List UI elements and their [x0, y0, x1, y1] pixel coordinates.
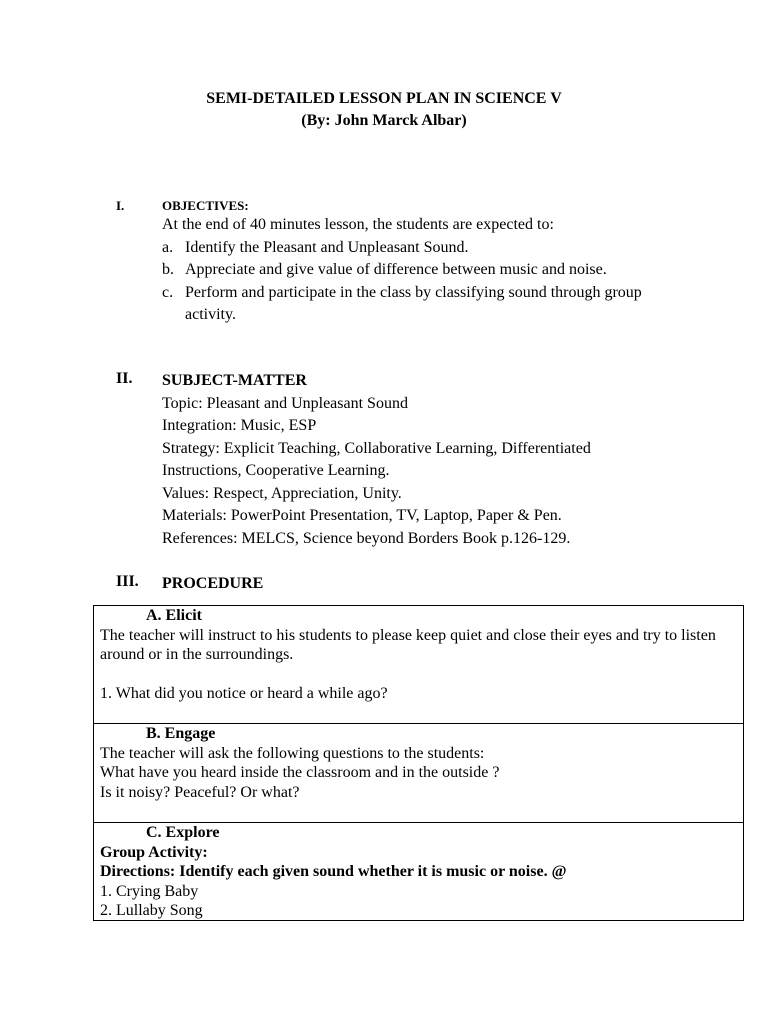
values-line: Values: Respect, Appreciation, Unity.	[162, 484, 402, 502]
elicit-text: The teacher will instruct to his students to please keep quiet and close their eyes and try to listen around or in the surroundings.	[100, 626, 716, 663]
engage-line-2: What have you heard inside the classroom and in the outside ?	[100, 764, 500, 781]
objectives-number: I.	[116, 198, 125, 213]
objective-item: b. Appreciate and give value of difference between music and noise.	[162, 261, 607, 278]
topic-line: Topic: Pleasant and Unpleasant Sound	[162, 394, 408, 412]
references-line: References: MELCS, Science beyond Borders Book p.126-129.	[162, 529, 571, 547]
title-line-1: SEMI-DETAILED LESSON PLAN IN SCIENCE V	[206, 90, 562, 107]
procedure-number: III.	[116, 573, 139, 590]
engage-cell	[94, 724, 743, 823]
subject-matter-number: II.	[116, 370, 133, 387]
objective-item: a. Identify the Pleasant and Unpleasant Sound.	[162, 238, 469, 256]
explore-item-1: 1. Crying Baby	[100, 882, 199, 900]
subject-matter-heading: SUBJECT-MATTER	[162, 372, 307, 389]
materials-line: Materials: PowerPoint Presentation, TV, Laptop, Paper & Pen.	[162, 507, 562, 524]
elicit-cell	[94, 606, 743, 724]
title-line-2: (By: John Marck Albar)	[301, 112, 467, 129]
procedure-heading: PROCEDURE	[162, 575, 264, 592]
objectives-intro: At the end of 40 minutes lesson, the students are expected to:	[162, 216, 554, 233]
group-activity-label: Group Activity:	[100, 843, 208, 861]
document-title	[0, 88, 768, 132]
objectives-heading: OBJECTIVES:	[162, 198, 249, 213]
elicit-question: 1. What did you notice or heard a while ago?	[100, 684, 388, 702]
engage-line-3: Is it noisy? Peaceful? Or what?	[100, 783, 300, 801]
objectives-body	[162, 214, 685, 327]
engage-title: B. Engage	[146, 725, 216, 742]
engage-line-1: The teacher will ask the following questions to the students:	[100, 744, 485, 762]
procedure-table	[93, 605, 744, 921]
explore-item-2: 2. Lullaby Song	[100, 902, 203, 919]
strategy-line: Strategy: Explicit Teaching, Collaborative Learning, Differentiated Instructions, Cooperative Learning.	[162, 439, 591, 479]
explore-cell	[94, 823, 743, 920]
explore-directions: Directions: Identify each given sound whether it is music or noise. @	[100, 863, 567, 880]
elicit-title: A. Elicit	[146, 607, 202, 624]
objective-item: c. Perform and participate in the class by classifying sound through group activity.	[162, 283, 642, 323]
integration-line: Integration: Music, ESP	[162, 417, 317, 434]
subject-matter-body	[162, 370, 662, 550]
explore-title: C. Explore	[146, 824, 220, 841]
